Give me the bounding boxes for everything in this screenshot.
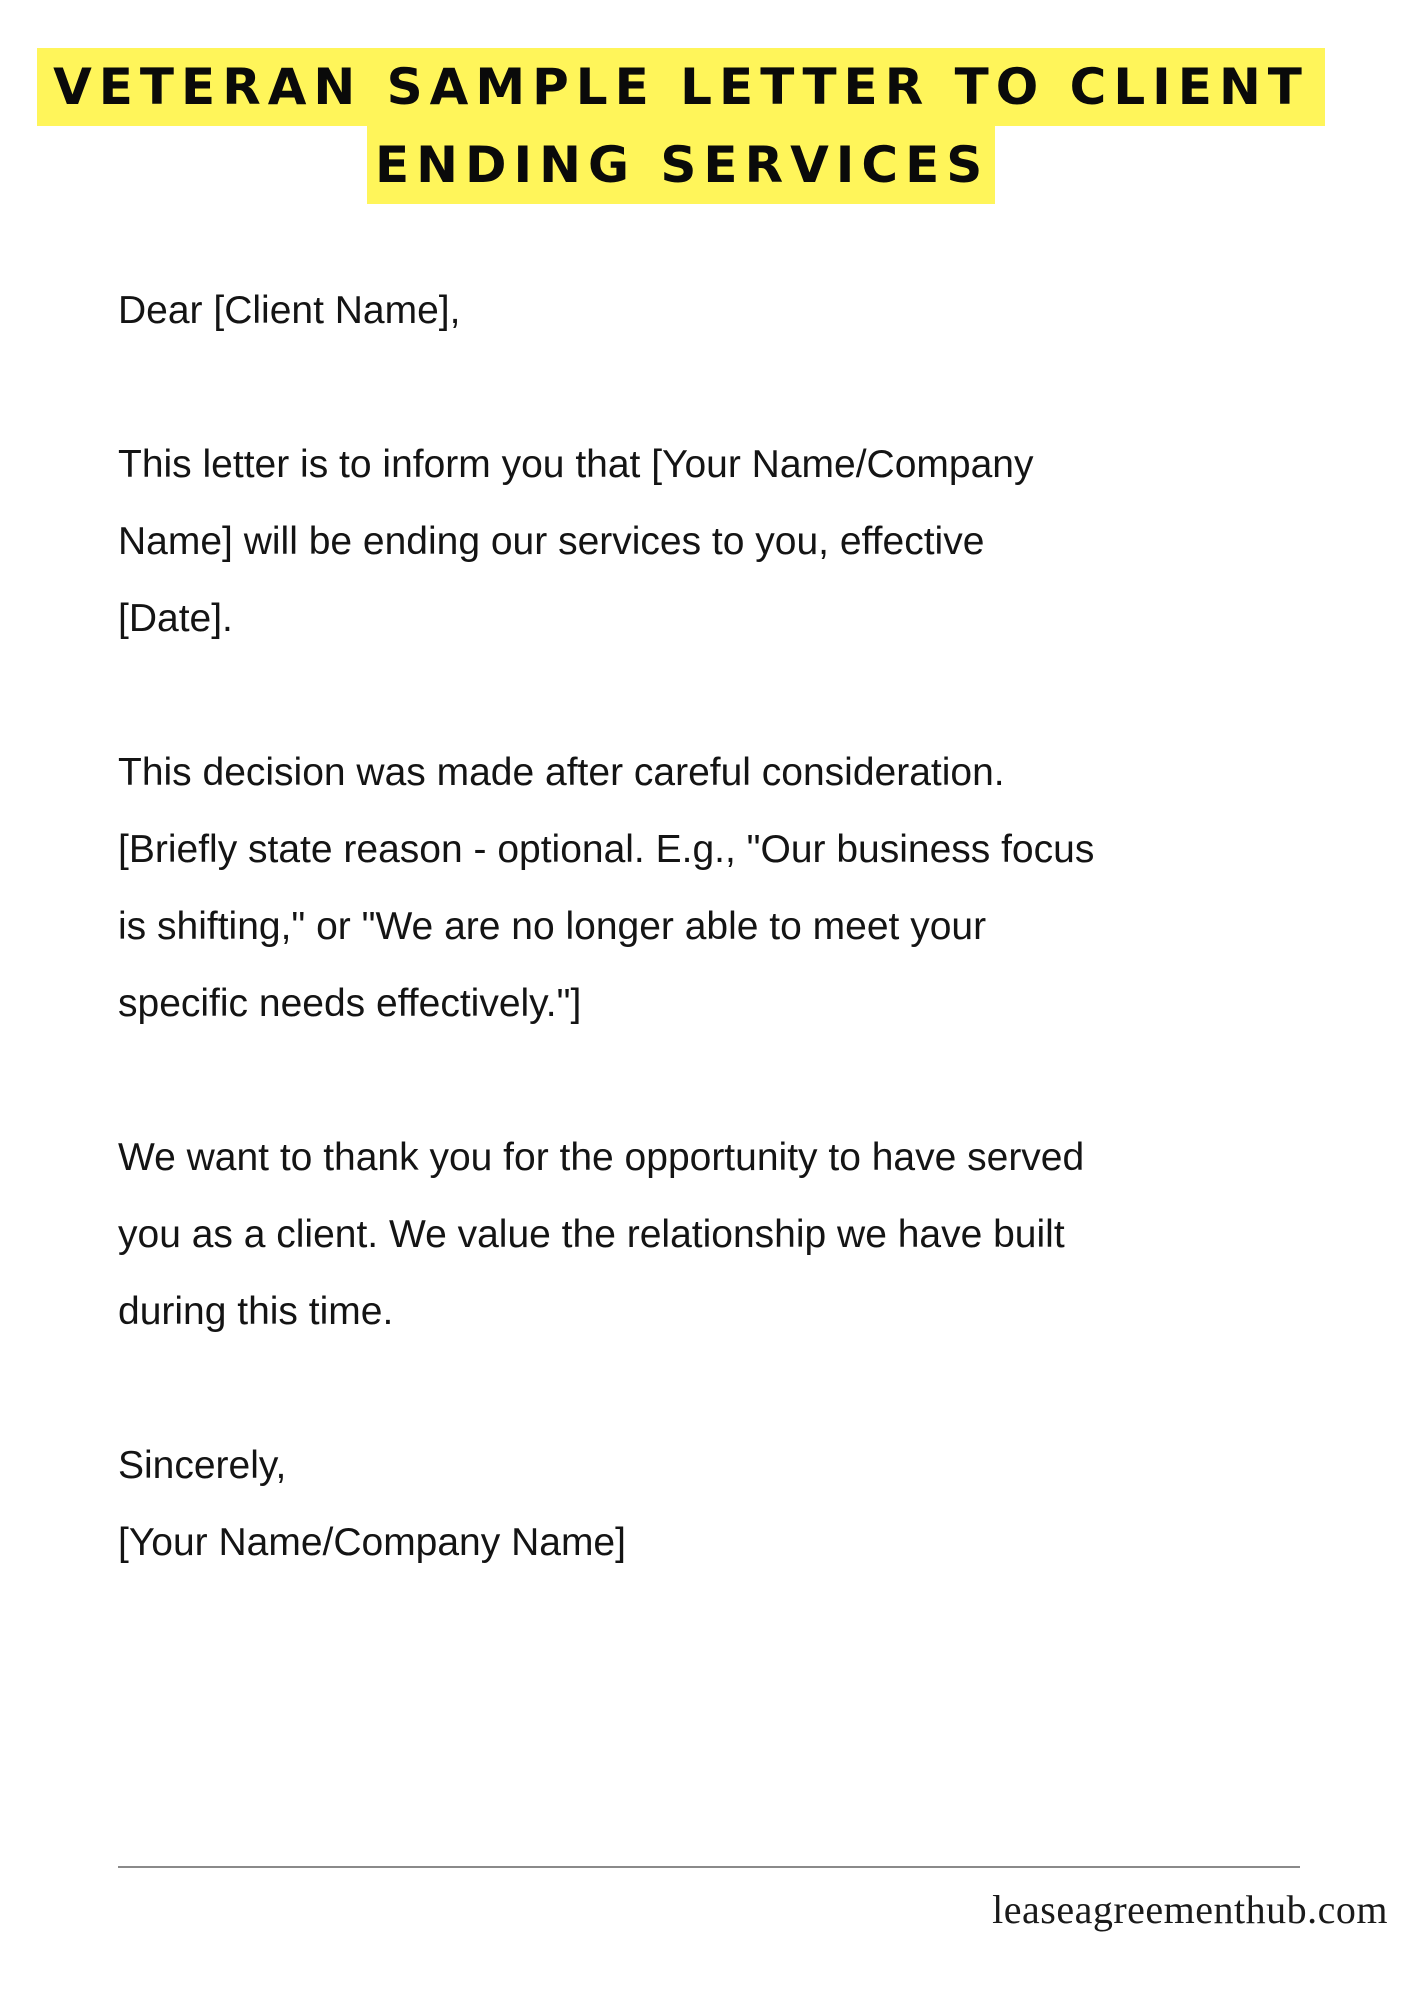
paragraph-line: This decision was made after careful consideration. bbox=[118, 751, 1005, 794]
footer-divider bbox=[118, 1866, 1300, 1868]
paragraph-line: during this time. bbox=[118, 1290, 394, 1333]
greeting bbox=[118, 272, 1348, 349]
signature-text: [Your Name/Company Name] bbox=[118, 1521, 626, 1564]
paragraph-line: you as a client. We value the relationship we have built bbox=[118, 1213, 1065, 1256]
letter-body bbox=[118, 272, 1348, 1581]
greeting-text: Dear [Client Name], bbox=[118, 289, 461, 332]
paragraph-line: specific needs effectively."] bbox=[118, 982, 582, 1025]
paragraph-reason bbox=[118, 734, 1348, 1042]
title-line-1: VETERAN SAMPLE LETTER TO CLIENT bbox=[37, 48, 1325, 126]
paragraph-line: is shifting," or "We are no longer able to meet your bbox=[118, 905, 987, 948]
paragraph-line: Name] will be ending our services to you, effective bbox=[118, 520, 985, 563]
closing-text: Sincerely, bbox=[118, 1444, 287, 1487]
paragraph-line: [Briefly state reason - optional. E.g., "Our business focus bbox=[118, 828, 1095, 871]
closing-block bbox=[118, 1427, 1348, 1581]
paragraph-thanks bbox=[118, 1119, 1348, 1350]
paragraph-notice bbox=[118, 426, 1348, 657]
paragraph-line: [Date]. bbox=[118, 597, 233, 640]
paragraph-line: We want to thank you for the opportunity to have served bbox=[118, 1136, 1085, 1179]
site-name: leaseagreementhub.com bbox=[992, 1887, 1388, 1932]
title-line-2: ENDING SERVICES bbox=[367, 126, 995, 204]
paragraph-line: This letter is to inform you that [Your Name/Company bbox=[118, 443, 1034, 486]
